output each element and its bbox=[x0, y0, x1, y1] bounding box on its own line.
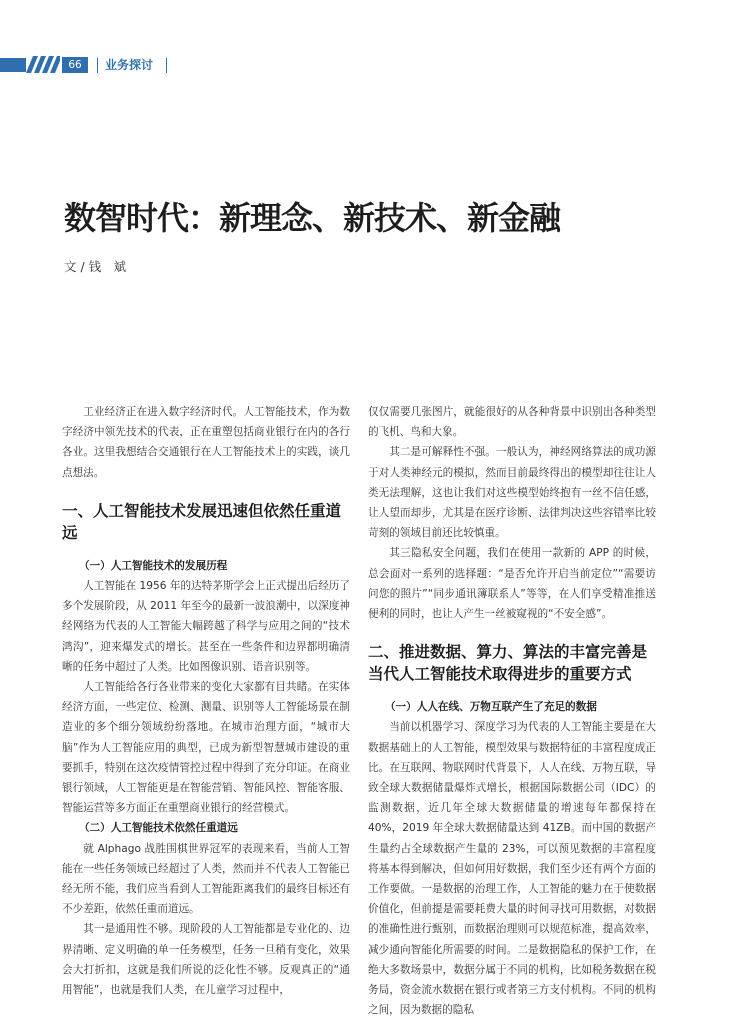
right-column bbox=[368, 402, 656, 1020]
intro-paragraph: 工业经济正在进入数字经济时代。人工智能技术，作为数字经济中领先技术的代表，正在重塑包括商业银行在内的各行各业。这里我想结合交通银行在人工智能技术上的实践，谈几点想法。 bbox=[62, 406, 350, 479]
left-column bbox=[62, 402, 350, 1000]
body-paragraph: 人工智能给各行各业带来的变化大家都有目共睹。在实体经济方面，一些定位、检测、测量、识别等人工智能场景在制造业的多个细分领域纷纷落地。在城市治理方面，“城市大脑”作为人工智能应用的典型，已成为新型智慧城市建设的重要抓手，特别在这次疫情管控过程中得到了充分印证。在商业银行领域，人工智能更是在智能营销、智能风控、智能客服、智能运营等多方面正在重塑商业银行的经营模式。 bbox=[62, 681, 350, 815]
body-paragraph: 人工智能在 1956 年的达特茅斯学会上正式提出后经历了多个发展阶段，从 2011 年至今的最新一波浪潮中，以深度神经网络为代表的人工智能大幅跨越了科学与应用之间的“技术鸿沟”，迎来爆发式的增长。甚至在一些条件和边界都明确清晰的任务中超过了人类。比如图像识别、语音识别等。 bbox=[62, 580, 350, 673]
body-paragraph: 仅仅需要几张图片，就能很好的从各种背景中识别出各种类型的飞机、鸟和大象。 bbox=[368, 406, 656, 439]
section-heading: 二、推进数据、算力、算法的丰富完善是当代人工智能技术取得进步的重要方式 bbox=[368, 643, 648, 684]
header-divider bbox=[97, 58, 98, 73]
header-stripes-icon bbox=[26, 56, 60, 76]
body-paragraph: 其三隐私安全问题，我们在使用一款新的 APP 的时候，总会面对一系列的选择题：“是否允许开启当前定位”“需要访问您的照片”“同步通讯簿联系人”等等，在人们享受精准推送便利的同时，也让人产生一丝被窥视的“不安全感”。 bbox=[368, 547, 656, 621]
header-color-bar bbox=[0, 58, 26, 72]
body-paragraph: 其一是通用性不够。现阶段的人工智能都是专业化的、边界清晰、定义明确的单一任务模型，任务一旦稍有变化，效果会大打折扣，这就是我们所说的泛化性不够。反观真正的“通用智能”，也就是我们人类，在儿童学习过程中， bbox=[62, 923, 350, 997]
body-paragraph: 当前以机器学习、深度学习为代表的人工智能主要是在大数据基础上的人工智能，模型效果与数据特征的丰富程度成正比。在互联网、物联网时代背景下，人人在线、万物互联，导致全球大数据储量爆炸式增长，根据国际数据公司（IDC）的监测数据，近几年全球大数据储量的增速每年都保持在 40%，2019 年全球大数据储量达到 41ZB。而中国的数据产生量约占全球数据产生量的 23%，可以预见数据的丰富程度将基本得到解决，但如何用好数据，我们至少还有两个方面的工作要做。一是数据的治理工作，人工智能的魅力在于使数据价值化，但前提是需要耗费大量的时间寻找可用数据，对数据的准确性进行甄别，而数据治理则可以规范标准，提高效率，减少通向智能化所需要的时间。二是数据隐私的保护工作，在绝大多数场景中，数据分属于不同的机构，比如税务数据在税务局，资金流水数据在银行或者第三方支付机构。不同的机构之间，因为数据的隐私 bbox=[368, 721, 656, 1017]
subsection-heading: （一）人人在线、万物互联产生了充足的数据 bbox=[384, 701, 597, 714]
subsection-heading: （二）人工智能技术依然任重道远 bbox=[78, 822, 238, 835]
body-paragraph: 就 Alphago 战胜围棋世界冠军的表现来看，当前人工智能在一些任务领域已经超过了人类，然而并不代表人工智能已经无所不能，我们应当看到人工智能距离我们的最终目标还有不少差距，依然任重而道远。 bbox=[62, 842, 350, 916]
page-number: 66 bbox=[62, 57, 88, 73]
article-title: 数智时代：新理念、新技术、新金融 bbox=[64, 199, 561, 237]
header-divider bbox=[166, 58, 167, 73]
section-heading: 一、人工智能技术发展迅速但依然任重道远 bbox=[62, 501, 342, 542]
subsection-heading: （一）人工智能技术的发展历程 bbox=[78, 559, 228, 572]
page-header bbox=[0, 56, 742, 76]
body-paragraph: 其二是可解释性不强。一般认为，神经网络算法的成功源于对人类神经元的模拟，然而目前最终得出的模型却往往让人类无法理解，这也让我们对这些模型始终抱有一丝不信任感，让人望而却步，尤其是在医疗诊断、法律判决这些容错率比较苛刻的领域目前还比较慎重。 bbox=[368, 446, 656, 540]
article-author: 文 / 钱 斌 bbox=[64, 259, 127, 274]
section-label: 业务探讨 bbox=[105, 58, 154, 72]
